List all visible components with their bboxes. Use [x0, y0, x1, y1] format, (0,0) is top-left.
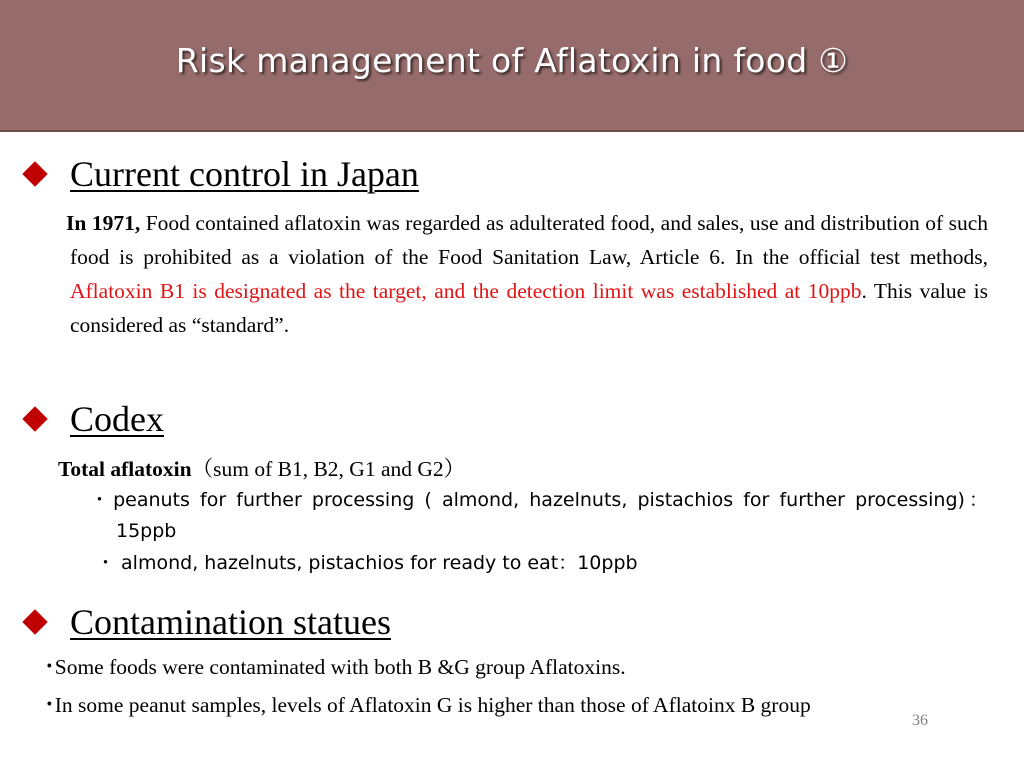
diamond-bullet-icon — [22, 406, 47, 431]
slide-title: Risk management of Aflatoxin in food ① — [175, 40, 849, 80]
section-heading-contamination: Contamination statues — [70, 602, 391, 642]
total-aflatoxin-detail: （sum of B1, B2, G1 and G2） — [191, 457, 466, 481]
section-heading-codex: Codex — [70, 399, 164, 439]
section-heading-current-control: Current control in Japan — [70, 154, 419, 194]
page-number: 36 — [912, 712, 928, 729]
paragraph-text-highlight: Aflatoxin B1 is designated as the target, and the detection limit was established at 10ppb — [70, 279, 862, 303]
paragraph-text-a: Food contained aflatoxin was regarded as adulterated food, and sales, use and distribution of such food is prohibited as a violation of the Food Sanitation Law, Article 6. In the official test methods, — [70, 211, 989, 269]
japan-paragraph — [66, 206, 989, 342]
diamond-bullet-icon — [22, 609, 47, 634]
total-aflatoxin-label: Total aflatoxin — [58, 457, 192, 481]
contamination-item-1: ･Some foods were contaminated with both B &G group Aflatoxins. — [44, 655, 626, 679]
total-aflatoxin-line — [58, 453, 988, 485]
section-codex — [18, 398, 164, 440]
title-bar — [0, 0, 1024, 132]
codex-item-1: ・peanuts for further processing ( almond, hazelnuts, pistachios for further processing)：15ppb — [90, 489, 988, 542]
codex-item-2: ・ almond, hazelnuts, pistachios for ready to eat：10ppb — [96, 552, 638, 574]
section-current-control — [18, 153, 419, 195]
contamination-item-2: ･In some peanut samples, levels of Aflatoxin G is higher than those of Aflatoinx B group — [44, 693, 811, 717]
year-lead: In 1971, — [66, 211, 141, 235]
paragraph-text-b: . This value is considered as “standard”. — [70, 279, 988, 337]
diamond-bullet-icon — [22, 161, 47, 186]
section-contamination — [18, 601, 391, 643]
